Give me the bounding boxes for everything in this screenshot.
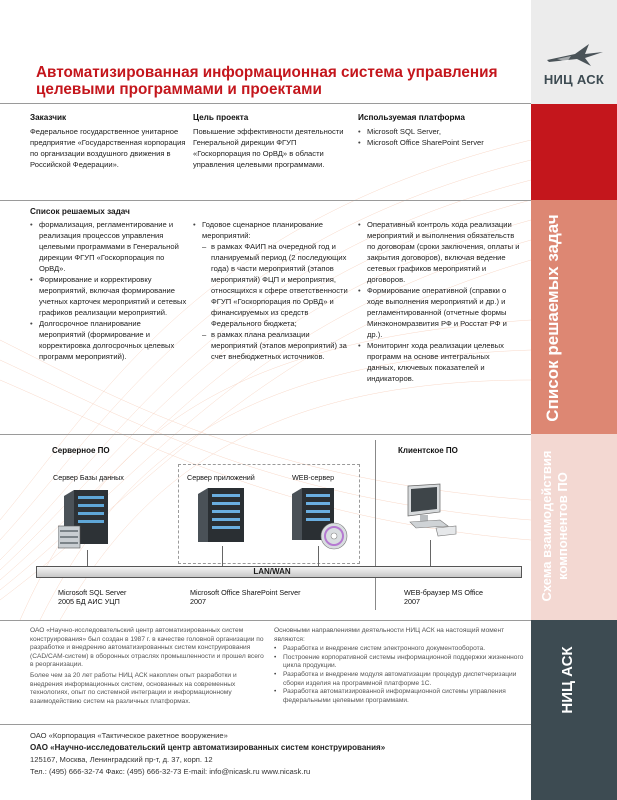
divider: [0, 724, 531, 725]
contact-address: 125167, Москва, Ленинградский пр-т, д. 37, корп. 12: [30, 755, 213, 764]
about-item: • Разработка автоматизированной информационной системы управления федеральными целевыми программами.: [274, 688, 524, 705]
connector: [318, 546, 319, 566]
page-title: Автоматизированная информационная система управления целевыми программами и проектами: [36, 64, 498, 98]
client-computer-icon: [400, 482, 458, 540]
task-item: • формализация, регламентирование и реализация процессов управления целевыми программами в Генеральной дирекции ФГУП «Госкорпорация по ОрВД».: [30, 219, 188, 274]
divider: [0, 200, 531, 201]
task-item: [193, 219, 351, 362]
platform-item: • Microsoft Office SharePoint Server: [358, 137, 523, 148]
sidebar-diagram-label: Схема взаимодействия компонентов ПО: [539, 450, 570, 602]
platform-item: • Microsoft SQL Server,: [358, 126, 523, 137]
logo-text: НИЦ АСК: [543, 72, 605, 87]
app-server-icon: [196, 486, 248, 544]
task-item: • Формирование оперативной (справки о ходе выполнения мероприятий и др.) и регламентированной (отчетные формы Минэкономразвития РФ и Росстат РФ и др.).: [358, 285, 520, 340]
divider: [0, 434, 531, 435]
platform-block: [358, 112, 523, 148]
web-server-label: WEB-сервер: [292, 473, 335, 482]
about-item: • Построение корпоративной системы информационной поддержки жизненного цикла продукции.: [274, 654, 524, 671]
db-server-icon: [58, 486, 114, 550]
sidebar-tasks-band: [531, 200, 617, 434]
tasks-col3: [358, 219, 520, 384]
connector: [222, 546, 223, 566]
customer-heading: Заказчик: [30, 113, 67, 122]
sidebar-red-band: [531, 104, 617, 200]
connector: [430, 540, 431, 566]
customer-text: Федеральное государственное унитарное предприятие «Государственная корпорация по организации воздушного движения в Российской Федерации».: [30, 127, 186, 169]
about-right: [274, 627, 524, 705]
task-subitem: – в рамках ФАИП на очередной год и планируемый период (2 последующих года) в части мероприятий (этапов мероприятий) ФЦП и мероприятия, относящихся к сфере ответственности ФГУП «Госкорпорация по ОрВД» и финансируемых из средств Федерального бюджета;: [202, 241, 351, 329]
task-item: • Формирование и корректировку мероприятий, включая формирование учетных карточек мероприятий и сетевых графиков реализации мероприятий.: [30, 274, 188, 318]
tasks-col1: [30, 219, 188, 362]
contact-corp: ОАО «Корпорация «Тактическое ракетное вооружение»: [30, 731, 228, 740]
connector: [87, 550, 88, 566]
sidebar-diagram-band: [531, 434, 617, 620]
sidebar-footer-label: НИЦ АСК: [559, 646, 576, 714]
server-heading: Серверное ПО: [52, 446, 110, 455]
app-software-label: Microsoft Office SharePoint Server 2007: [190, 588, 301, 606]
logo-jet-icon: [545, 42, 605, 68]
diagram-vertical-separator: [375, 440, 376, 610]
task-item: • Долгосрочное планирование мероприятий (формирование и корректировка долгосрочных целевых программ мероприятий).: [30, 318, 188, 362]
task-item: • Оперативный контроль хода реализации мероприятий и выполнения обязательств по договорам (сроки заключения, оплаты и закрытия договоров), включая ведение сетевых графиков мероприятий и договоров.: [358, 219, 520, 285]
tasks-col2: [193, 219, 351, 362]
about-item: • Разработка и внедрение модуля автоматизации процедур диспетчеризации сборки изделия на программной платформе 1С.: [274, 671, 524, 688]
client-heading: Клиентское ПО: [398, 446, 458, 455]
task-item: • Мониторинг хода реализации целевых программ на основе интегральных данных, ключевых показателей и индикаторов.: [358, 340, 520, 384]
contact-company: ОАО «Научно-исследовательский центр автоматизированных систем конструирования»: [30, 743, 386, 752]
about-intro: Основными направлениями деятельности НИЦ АСК на настоящий момент являются:: [274, 627, 505, 643]
tasks-heading: Список решаемых задач: [30, 207, 130, 216]
task-subitem: – в рамках плана реализации мероприятий (этапов мероприятий) за счет внебюджетных источников.: [202, 329, 351, 362]
goal-block: [193, 112, 348, 170]
divider: [0, 103, 531, 104]
about-paragraph: Более чем за 20 лет работы НИЦ АСК накоплен опыт разработки и внедрения информационных систем, основанных на современных технологиях, опыт по системной интеграции и информационному взаимодействию систем на различных платформах.: [30, 671, 237, 705]
goal-text: Повышение эффективности деятельности Генеральной дирекции ФГУП «Госкорпорация по ОрВД» в области управления целевыми программами.: [193, 127, 344, 169]
db-software-label: Microsoft SQL Server 2005 БД АИС УЦП: [58, 588, 127, 606]
contact-phone-line[interactable]: Тел.: (495) 666-32-74 Факс: (495) 666-32-73 E-mail: info@nicask.ru www.nicask.ru: [30, 767, 311, 776]
client-software-label: WEB-браузер MS Office 2007: [404, 588, 484, 606]
web-server-icon: [290, 486, 352, 552]
platform-heading: Используемая платформа: [358, 113, 465, 122]
about-left: [30, 627, 266, 706]
sidebar-tasks-label: Список решаемых задач: [543, 214, 562, 422]
about-paragraph: ОАО «Научно-исследовательский центр автоматизированных систем конструирования» был создан в 1987 г. в качестве головной организации по разработке и внедрению автоматизированных систем конструирования (CAD/CAM-систем) в оборонных отраслях промышленности и прошел всего в реорганизации.: [30, 627, 264, 669]
sidebar-footer-band: [531, 620, 617, 800]
divider: [0, 620, 531, 621]
db-server-label: Сервер Базы данных: [53, 473, 124, 482]
customer-block: [30, 112, 190, 170]
network-label: LAN/WAN: [253, 567, 291, 576]
task-lead: Годовое сценарное планирование мероприятий:: [202, 220, 323, 240]
app-server-label: Сервер приложений: [187, 473, 255, 482]
goal-heading: Цель проекта: [193, 113, 249, 122]
sidebar-logo-panel: [531, 0, 617, 104]
about-item: • Разработка и внедрение систем электронного документооборота.: [274, 645, 524, 654]
